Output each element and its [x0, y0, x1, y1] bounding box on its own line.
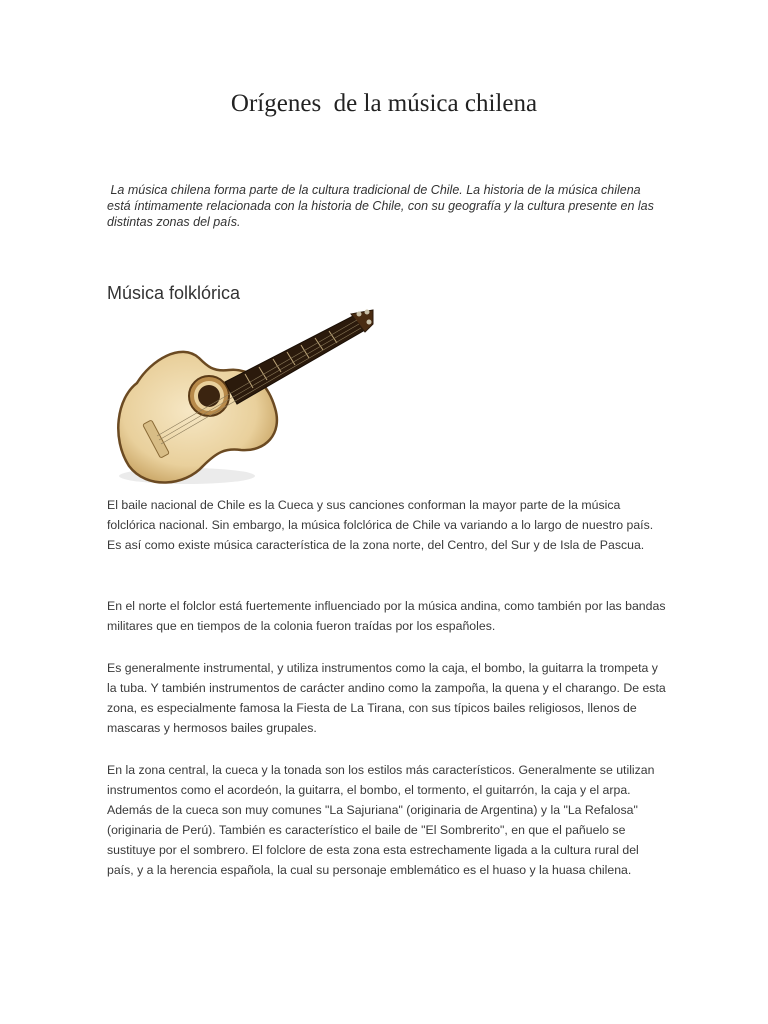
paragraph: En la zona central, la cueca y la tonada son los estilos más característicos. Generalmente se utilizan instrumentos como el acordeón, la guitarra, el bombo, el tormento, el guitarrón, la caja y el arpa. Además de la cueca son muy comunes "La Sajuriana" (originaria de Argentina) y la "La Refalosa" (originaria de Perú). También es característico el baile de "El Sombrerito", en que el pañuelo se sustituye por el sombrero. El folclore de esta zona esta estrechamente ligada a la cultura rural del país, y a la herencia española, la cual su personaje emblemático es el huaso y la huasa chilena. [107, 763, 655, 877]
intro-paragraph: La música chilena forma parte de la cultura tradicional de Chile. La historia de la música chilena está íntimamente relacionada con la historia de Chile, con su geografía y la cultura presente en las distintas zonas del país. [107, 183, 658, 229]
paragraph: En el norte el folclor está fuertemente influenciado por la música andina, como también por las bandas militares que en tiempos de la colonia fueron traídas por los españoles. [107, 599, 666, 633]
guitar-icon [107, 308, 375, 490]
section-heading: Música folklórica [107, 283, 241, 303]
page-title: Orígenes de la música chilena [230, 90, 538, 117]
paragraph: Es generalmente instrumental, y utiliza instrumentos como la caja, el bombo, la guitarra la trompeta y la tuba. Y también instrumentos de carácter andino como la zampoña, la quena y el charango. De esta zona, es especialmente famosa la Fiesta de La Tirana, con sus típicos bailes religiosos, llenos de mascaras y hermosos bailes grupales. [107, 661, 666, 735]
paragraph: El baile nacional de Chile es la Cueca y sus canciones conforman la mayor parte de la música folclórica nacional. Sin embargo, la música folclórica de Chile va variando a lo largo de nuestro país. Es así como existe música característica de la zona norte, del Centro, del Sur y de Isla de Pascua. [107, 498, 654, 552]
